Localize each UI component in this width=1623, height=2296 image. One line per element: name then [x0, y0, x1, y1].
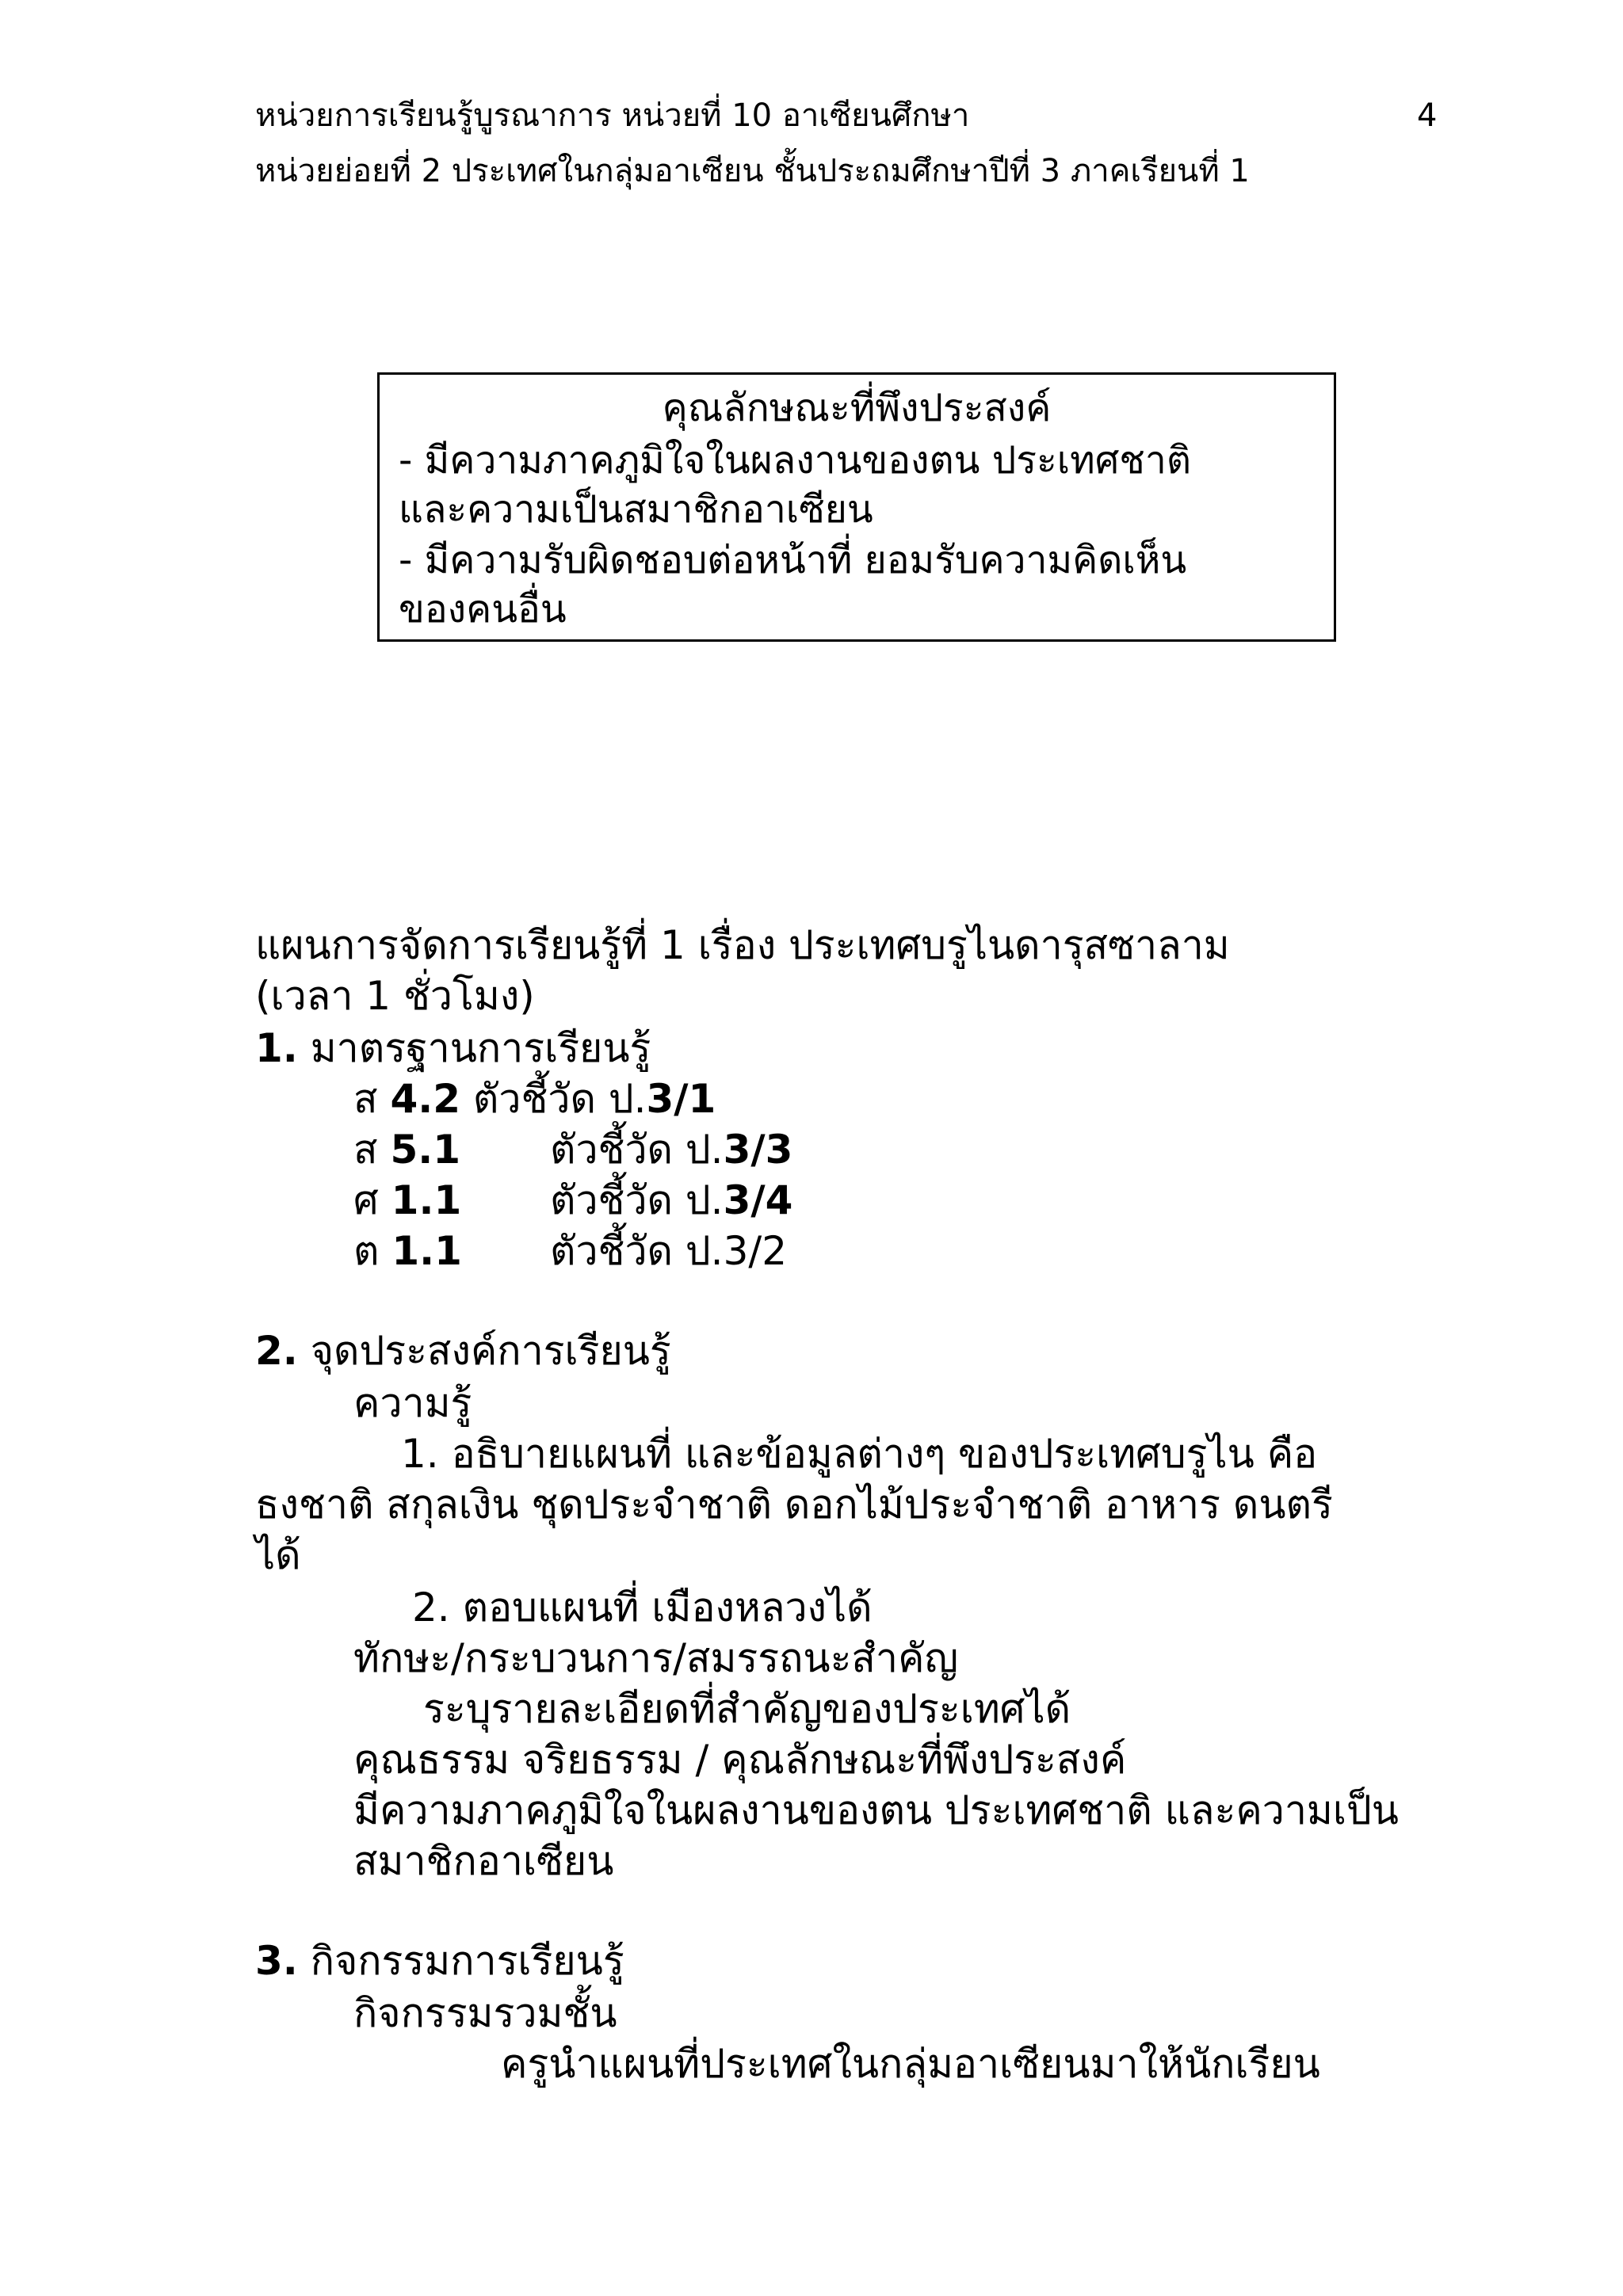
header-line-2: หน่วยย่อยที่ 2 ประเทศในกลุ่มอาเซียน ชั้นประถมศึกษาปีที่ 3 ภาคเรียนที่ 1 — [255, 153, 1250, 189]
section-2-heading — [255, 1328, 671, 1374]
standard-indicator: 3/2 — [723, 1228, 788, 1274]
knowledge-label: ความรู้ — [353, 1380, 472, 1426]
morals-line-1: มีความภาคภูมิใจในผลงานของตน ประเทศชาติ และความเป็น — [353, 1787, 1399, 1833]
activity-line-1: ครูนำแผนที่ประเทศในกลุ่มอาเซียนมาให้นักเรียน — [501, 2041, 1320, 2087]
skills-label: ทักษะ/กระบวนการ/สมรรถนะสำคัญ — [353, 1635, 959, 1681]
standard-indicator-label: ตัวชี้วัด ป. — [550, 1127, 724, 1173]
knowledge-item-1-line-2: ธงชาติ สกุลเงิน ชุดประจำชาติ ดอกไม้ประจำชาติ อาหาร ดนตรี — [255, 1482, 1333, 1527]
morals-label: คุณธรรม จริยธรรม / คุณลักษณะที่พึงประสงค์ — [353, 1737, 1127, 1783]
knowledge-item-2: 2. ตอบแผนที่ เมืองหลวงได้ — [412, 1585, 873, 1630]
standard-indicator: 3/4 — [723, 1177, 793, 1223]
standard-subject: ต — [353, 1228, 380, 1274]
page-number: 4 — [1417, 97, 1438, 134]
standard-indicator-label: ตัวชี้วัด ป. — [472, 1076, 647, 1122]
attributes-box-line: ของคนอื่น — [399, 587, 567, 631]
standard-row — [353, 1076, 716, 1122]
standard-row — [353, 1228, 462, 1274]
section-1-number: 1. — [255, 1025, 298, 1071]
standard-indicator-label: ตัวชี้วัด ป. — [550, 1228, 724, 1274]
activity-sub-heading: กิจกรรมรวมชั้น — [353, 1990, 617, 2036]
skills-item: ระบุรายละเอียดที่สำคัญของประเทศได้ — [423, 1686, 1071, 1732]
standard-code: 1.1 — [391, 1177, 462, 1223]
attributes-box — [377, 372, 1336, 642]
section-2-number: 2. — [255, 1328, 298, 1374]
section-3-number: 3. — [255, 1938, 298, 1984]
standard-indicator-cell — [550, 1127, 793, 1173]
attributes-box-title: คุณลักษณะที่พึงประสงค์ — [662, 386, 1052, 430]
section-1-heading — [255, 1025, 651, 1071]
standard-code: 5.1 — [390, 1127, 461, 1173]
standard-subject: ศ — [353, 1177, 379, 1223]
plan-title: แผนการจัดการเรียนรู้ที่ 1 เรื่อง ประเทศบรูไนดารุสซาลาม — [255, 922, 1230, 968]
standard-code: 1.1 — [391, 1228, 462, 1274]
knowledge-item-1-line-3: ได้ — [255, 1532, 301, 1578]
standard-indicator-label: ตัวชี้วัด ป. — [550, 1177, 724, 1223]
section-2-title: จุดประสงค์การเรียนรู้ — [310, 1328, 671, 1374]
morals-line-2: สมาชิกอาเซียน — [353, 1838, 614, 1884]
standard-row — [353, 1127, 461, 1173]
header-line-1: หน่วยการเรียนรู้บูรณาการ หน่วยที่ 10 อาเซียนศึกษา — [255, 97, 970, 134]
attributes-box-line: และความเป็นสมาชิกอาเซียน — [399, 487, 873, 532]
standard-indicator-cell — [550, 1228, 788, 1274]
standard-indicator-cell — [550, 1177, 793, 1223]
knowledge-item-1-line-1: 1. อธิบายแผนที่ และข้อมูลต่างๆ ของประเทศบรูไน คือ — [401, 1431, 1318, 1477]
attributes-box-line: - มีความภาคภูมิใจในผลงานของตน ประเทศชาติ — [399, 438, 1191, 482]
standard-indicator: 3/3 — [723, 1127, 793, 1173]
standard-row — [353, 1177, 462, 1223]
standard-code: 4.2 — [390, 1076, 461, 1122]
standard-subject: ส — [353, 1127, 378, 1173]
plan-duration: (เวลา 1 ชั่วโมง) — [255, 973, 535, 1019]
section-1-title: มาตรฐานการเรียนรู้ — [310, 1025, 651, 1071]
standard-indicator: 3/1 — [646, 1076, 716, 1122]
section-3-heading — [255, 1938, 624, 1984]
standard-subject: ส — [353, 1076, 378, 1122]
section-3-title: กิจกรรมการเรียนรู้ — [310, 1938, 624, 1984]
attributes-box-line: - มีความรับผิดชอบต่อหน้าที่ ยอมรับความคิดเห็น — [399, 538, 1187, 582]
